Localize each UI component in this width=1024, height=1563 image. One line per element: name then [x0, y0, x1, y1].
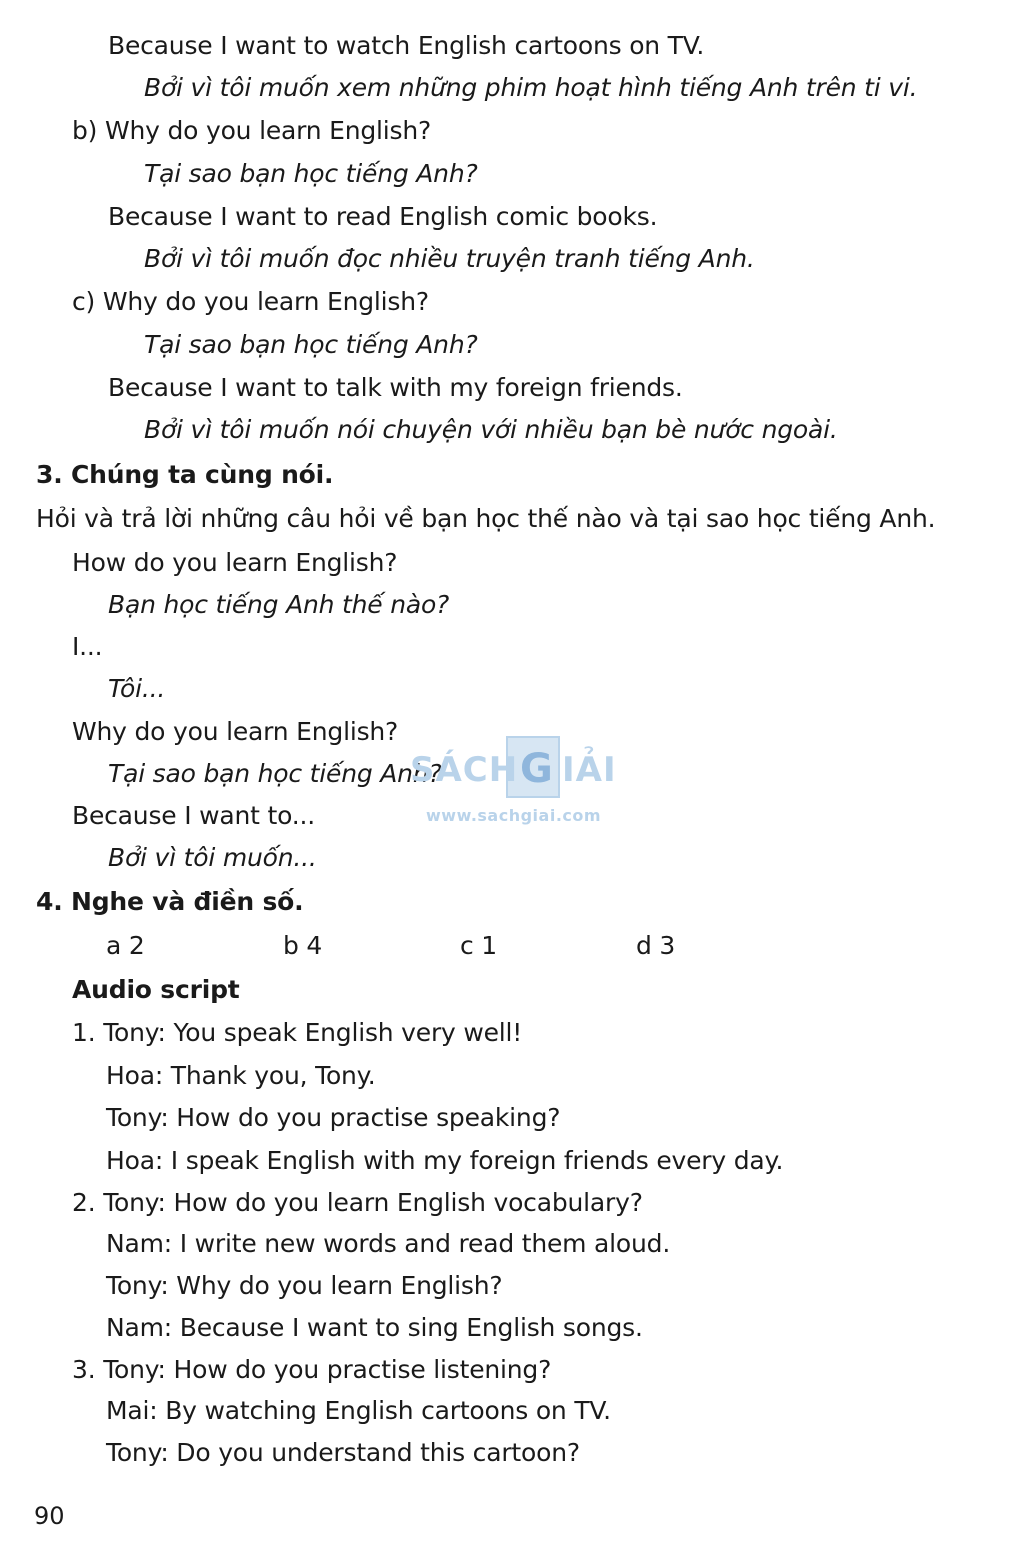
question-b: b) Why do you learn English?: [72, 116, 432, 145]
translation-line: Bởi vì tôi muốn đọc nhiều truyện tranh tiếng Anh.: [144, 244, 755, 273]
answer-d: d 3: [636, 931, 676, 960]
translation-line: Tại sao bạn học tiếng Anh?: [144, 330, 478, 359]
script-line: 2. Tony: How do you learn English vocabulary?: [72, 1188, 643, 1217]
translation-line: Bạn học tiếng Anh thế nào?: [108, 590, 450, 619]
translation-line: Tại sao bạn học tiếng Anh?: [108, 759, 442, 788]
text-line: How do you learn English?: [72, 548, 398, 577]
script-line: 3. Tony: How do you practise listening?: [72, 1355, 552, 1384]
script-line: 1. Tony: You speak English very well!: [72, 1018, 523, 1047]
script-line: Tony: Do you understand this cartoon?: [106, 1438, 580, 1467]
page-number: 90: [34, 1502, 65, 1530]
watermark-word-right: IẢI: [562, 750, 617, 790]
section-heading-3: 3. Chúng ta cùng nói.: [36, 460, 334, 489]
script-line: Hoa: Thank you, Tony.: [106, 1061, 376, 1090]
text-line: Because I want to...: [72, 801, 315, 830]
instruction-line: Hỏi và trả lời những câu hỏi về bạn học thế nào và tại sao học tiếng Anh.: [36, 504, 936, 533]
script-line: Mai: By watching English cartoons on TV.: [106, 1396, 611, 1425]
translation-line: Bởi vì tôi muốn nói chuyện với nhiều bạn bè nước ngoài.: [144, 415, 838, 444]
script-line: Nam: Because I want to sing English songs.: [106, 1313, 643, 1342]
text-line: Because I want to watch English cartoons on TV.: [108, 31, 705, 60]
text-line: I...: [72, 632, 103, 661]
text-line: Why do you learn English?: [72, 717, 399, 746]
translation-line: Bởi vì tôi muốn...: [108, 843, 317, 872]
audio-script-heading: Audio script: [72, 975, 240, 1004]
text-line: Because I want to read English comic books.: [108, 202, 658, 231]
answer-b: b 4: [283, 931, 323, 960]
script-line: Hoa: I speak English with my foreign friends every day.: [106, 1146, 784, 1175]
script-line: Tony: How do you practise speaking?: [106, 1103, 561, 1132]
script-line: Tony: Why do you learn English?: [106, 1271, 503, 1300]
translation-line: Tại sao bạn học tiếng Anh?: [144, 159, 478, 188]
translation-line: Bởi vì tôi muốn xem những phim hoạt hình tiếng Anh trên ti vi.: [144, 73, 918, 102]
watermark-url: www.sachgiai.com: [426, 806, 602, 825]
question-c: c) Why do you learn English?: [72, 287, 429, 316]
text-line: Because I want to talk with my foreign friends.: [108, 373, 683, 402]
translation-line: Tôi...: [108, 674, 166, 703]
section-heading-4: 4. Nghe và điền số.: [36, 887, 304, 916]
watermark-logo: [410, 730, 620, 830]
answer-a: a 2: [106, 931, 145, 960]
script-line: Nam: I write new words and read them aloud.: [106, 1229, 671, 1258]
watermark-letter-g: G: [520, 746, 553, 792]
watermark-word-left: SÁCH: [410, 750, 519, 790]
answer-c: c 1: [460, 931, 497, 960]
